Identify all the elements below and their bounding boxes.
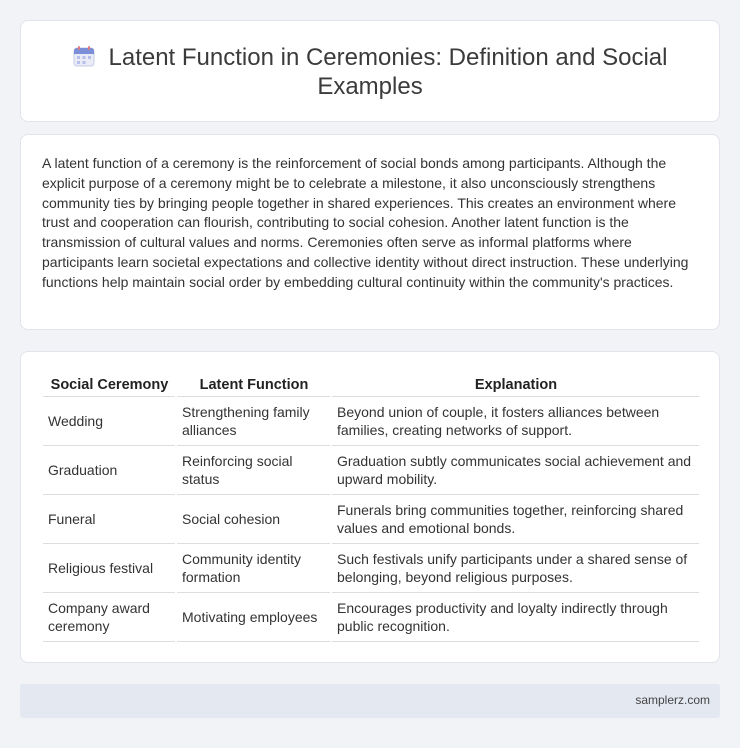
table-row <box>43 445 699 494</box>
cell-ceremony: Company award ceremony <box>43 592 176 641</box>
ceremony-table <box>43 374 699 642</box>
col-header-ceremony: Social Ceremony <box>43 374 176 396</box>
table-row <box>43 396 699 445</box>
title-card <box>20 20 720 122</box>
cell-function: Strengthening family alliances <box>176 396 331 445</box>
cell-function: Community identity formation <box>176 543 331 592</box>
cell-explanation: Such festivals unify participants under a shared sense of belonging, beyond religious purposes. <box>331 543 699 592</box>
footer-bar <box>20 684 720 718</box>
cell-ceremony: Religious festival <box>43 543 176 592</box>
cell-explanation: Beyond union of couple, it fosters alliances between families, creating networks of support. <box>331 396 699 445</box>
page-title-wrap <box>21 43 719 101</box>
cell-ceremony: Funeral <box>43 494 176 543</box>
cell-function: Social cohesion <box>176 494 331 543</box>
page-title: Latent Function in Ceremonies: Definition and Social Examples <box>108 44 668 100</box>
table-card <box>20 351 720 663</box>
table-header-row <box>43 374 699 396</box>
table-row <box>43 592 699 641</box>
table-row <box>43 494 699 543</box>
table-row <box>43 543 699 592</box>
calendar-icon <box>73 45 95 67</box>
cell-function: Motivating employees <box>176 592 331 641</box>
intro-card <box>20 134 720 330</box>
cell-function: Reinforcing social status <box>176 445 331 494</box>
cell-explanation: Funerals bring communities together, reinforcing shared values and emotional bonds. <box>331 494 699 543</box>
cell-ceremony: Graduation <box>43 445 176 494</box>
cell-explanation: Graduation subtly communicates social achievement and upward mobility. <box>331 445 699 494</box>
col-header-function: Latent Function <box>176 374 331 396</box>
footer-site-link[interactable]: samplerz.com <box>635 693 710 707</box>
col-header-explanation: Explanation <box>331 374 699 396</box>
cell-ceremony: Wedding <box>43 396 176 445</box>
intro-paragraph: A latent function of a ceremony is the reinforcement of social bonds among participants. Although the explicit purpose of a ceremony might be to celebrate a milestone, it also unconsciously strengthens community ties by bringing people together in shared experiences. This creates an environment where trust and cooperation can flourish, contributing to social cohesion. Another latent function is the transmission of cultural values and norms. Ceremonies often serve as informal platforms where participants learn societal expectations and collective identity without direct instruction. These underlying functions help maintain social order by embedding cultural continuity within the community's practices. <box>42 155 689 290</box>
cell-explanation: Encourages productivity and loyalty indirectly through public recognition. <box>331 592 699 641</box>
